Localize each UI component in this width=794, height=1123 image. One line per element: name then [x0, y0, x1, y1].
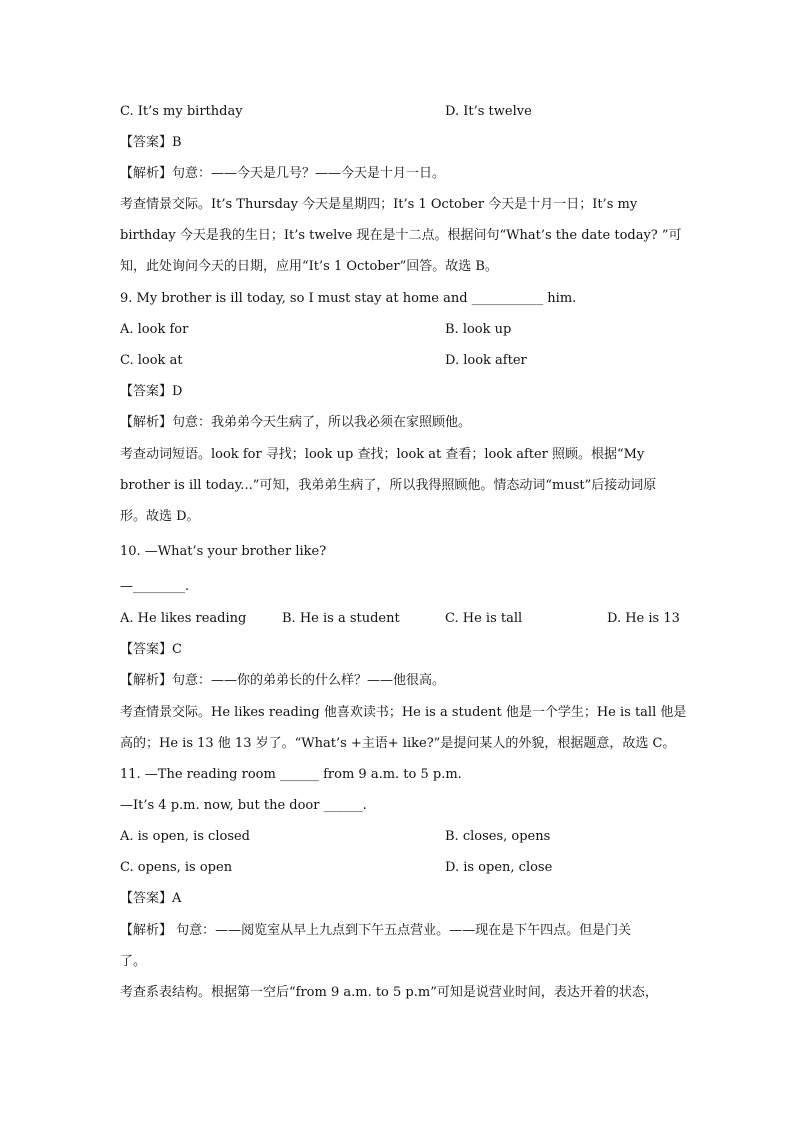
q8-analysis-line-3: birthday 今天是我的生日；It’s twelve 现在是十二点。根据问句“What’s the date today? ”可 — [120, 228, 682, 243]
q8-analysis-line-2: 考查情景交际。It’s Thursday 今天是星期四；It’s 1 October 今天是十月一日；It’s my — [120, 197, 638, 212]
q11-question: 11. —The reading room ______ from 9 a.m. to 5 p.m. — [120, 767, 462, 782]
q11-answer: 【答案】A — [120, 891, 182, 906]
q9-analysis-line-3: brother is ill today...”可知，我弟弟生病了，所以我得照顾他。情态动词“must”后接动词原 — [120, 478, 657, 493]
q9-analysis-line-2: 考查动词短语。look for 寻找；look up 查找；look at 查看；look after 照顾。根据“My — [120, 447, 645, 462]
q9-answer: 【答案】D — [120, 384, 183, 399]
q8-answer: 【答案】B — [120, 135, 182, 150]
q9-option-c: C. look at — [120, 353, 183, 368]
q8-option-d: D. It’s twelve — [445, 104, 532, 119]
q9-option-b: B. look up — [445, 322, 512, 337]
q11-reply: —It’s 4 p.m. now, but the door ______. — [120, 798, 367, 813]
q11-option-c: C. opens, is open — [120, 860, 233, 875]
q11-option-a: A. is open, is closed — [120, 829, 251, 844]
q10-analysis-line-3: 高的；He is 13 他 13 岁了。“What’s +主语+ like?”是提问某人的外貌，根据题意，故选 C。 — [120, 736, 676, 751]
q9-option-a: A. look for — [120, 322, 189, 337]
q11-analysis-line-3: 考查系表结构。根据第一空后“from 9 a.m. to 5 p.m”可知是说营业时间，表达开着的状态， — [120, 985, 658, 1000]
q10-analysis-line-2: 考查情景交际。He likes reading 他喜欢读书；He is a student 他是一个学生；He is tall 他是 — [120, 705, 687, 720]
q8-analysis-line-1: 【解析】句意：——今天是几号？——今天是十月一日。 — [120, 166, 446, 181]
q9-analysis-line-1: 【解析】句意：我弟弟今天生病了，所以我必须在家照顾他。 — [120, 415, 472, 430]
q10-option-b: B. He is a student — [282, 611, 400, 626]
q9-question: 9. My brother is ill today, so I must stay at home and ___________ him. — [120, 291, 577, 306]
q10-option-c: C. He is tall — [445, 611, 523, 626]
q8-analysis-line-4: 知，此处询问今天的日期，应用“It’s 1 October”回答。故选 B。 — [120, 259, 498, 274]
q9-option-d: D. look after — [445, 353, 527, 368]
q11-option-b: B. closes, opens — [445, 829, 551, 844]
q10-option-a: A. He likes reading — [120, 611, 247, 626]
q10-question: 10. —What’s your brother like? — [120, 544, 327, 559]
q10-option-d: D. He is 13 — [607, 611, 680, 626]
q10-blank: —________. — [120, 579, 190, 594]
q10-answer: 【答案】C — [120, 642, 182, 657]
q8-option-c: C. It’s my birthday — [120, 104, 243, 119]
q11-analysis-line-2: 了。 — [120, 954, 147, 969]
q9-analysis-line-4: 形。故选 D。 — [120, 509, 200, 524]
q11-analysis-line-1: 【解析】 句意：——阅览室从早上九点到下午五点营业。——现在是下午四点。但是门关 — [120, 923, 632, 938]
q11-option-d: D. is open, close — [445, 860, 553, 875]
q10-analysis-line-1: 【解析】句意：——你的弟弟长的什么样？——他很高。 — [120, 673, 446, 688]
